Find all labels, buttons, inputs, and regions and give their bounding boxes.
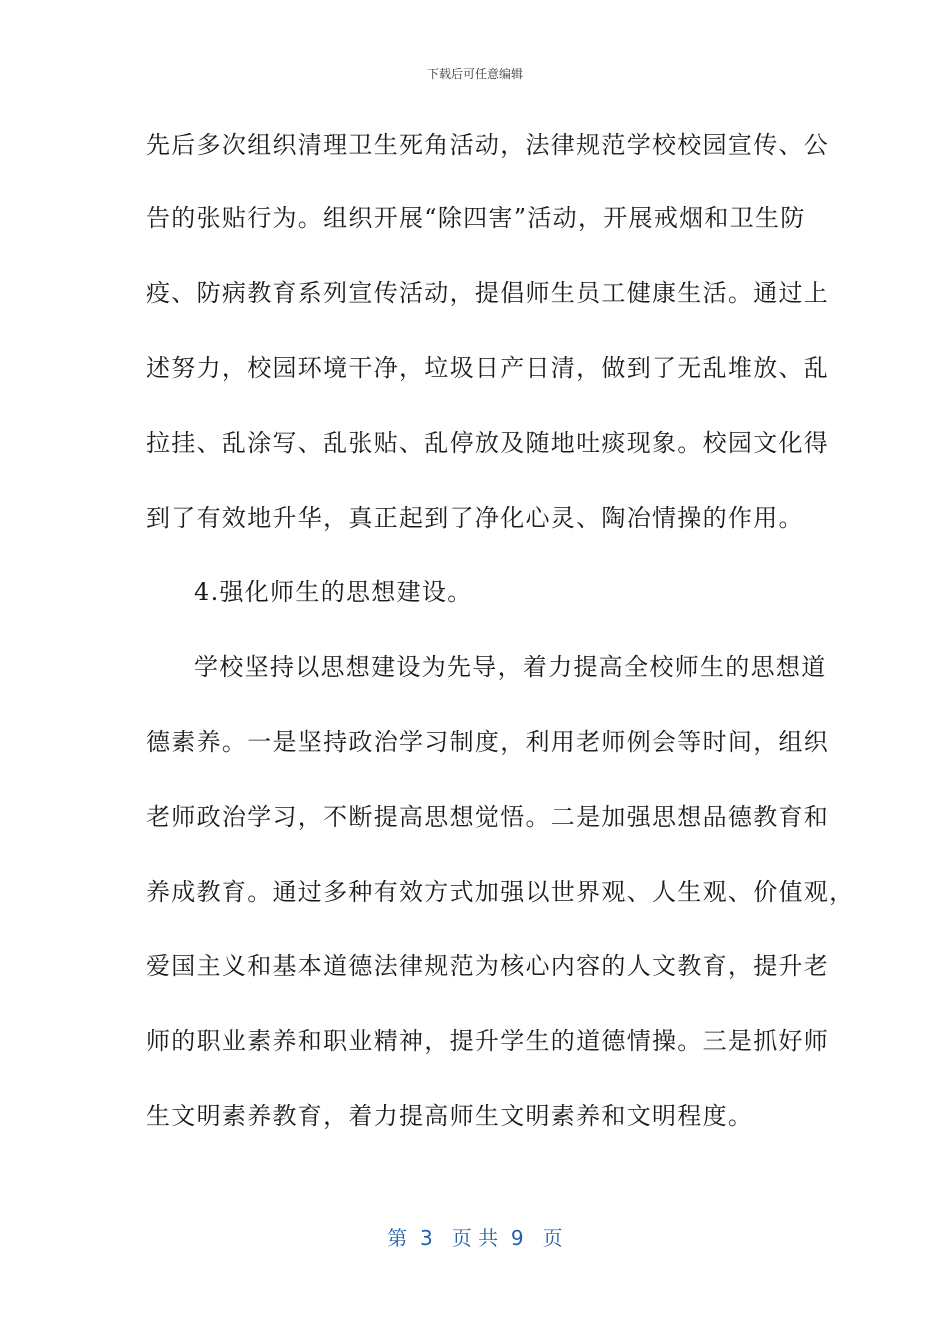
paragraph-line: 德素养。一是坚持政治学习制度，利用老师例会等时间，组织 <box>146 728 830 756</box>
paragraph-line: 到了有效地升华，真正起到了净化心灵、陶冶情操的作用。 <box>146 504 804 532</box>
paragraph-line: 拉挂、乱涂写、乱张贴、乱停放及随地吐痰现象。校园文化得 <box>146 429 830 457</box>
paragraph-line: 师的职业素养和职业精神，提升学生的道德情操。三是抓好师 <box>146 1027 830 1055</box>
paragraph-line: 生文明素养教育，着力提高师生文明素养和文明程度。 <box>146 1102 754 1130</box>
paragraph-line: 爱国主义和基本道德法律规范为核心内容的人文教育，提升老 <box>146 952 830 980</box>
page-number: 第 3 页 共 9 页 <box>387 1226 563 1250</box>
paragraph-line: 学校坚持以思想建设为先导，着力提高全校师生的思想道 <box>194 653 827 681</box>
paragraph-line: 述努力，校园环境干净，垃圾日产日清，做到了无乱堆放、乱 <box>146 354 830 382</box>
paragraph-line: 先后多次组织清理卫生死角活动，法律规范学校校园宣传、公 <box>146 131 830 159</box>
paragraph-line: 养成教育。通过多种有效方式加强以世界观、人生观、价值观， <box>146 878 855 906</box>
paragraph-line: 告的张贴行为。组织开展“除四害”活动，开展戒烟和卫生防 <box>146 204 806 232</box>
page-header: 下载后可任意编辑 <box>426 67 523 81</box>
paragraph-line: 老师政治学习，不断提高思想觉悟。二是加强思想品德教育和 <box>146 803 830 831</box>
paragraph-line: 疫、防病教育系列宣传活动，提倡师生员工健康生活。通过上 <box>146 279 830 307</box>
section-heading: 4.强化师生的思想建设。 <box>194 578 473 606</box>
